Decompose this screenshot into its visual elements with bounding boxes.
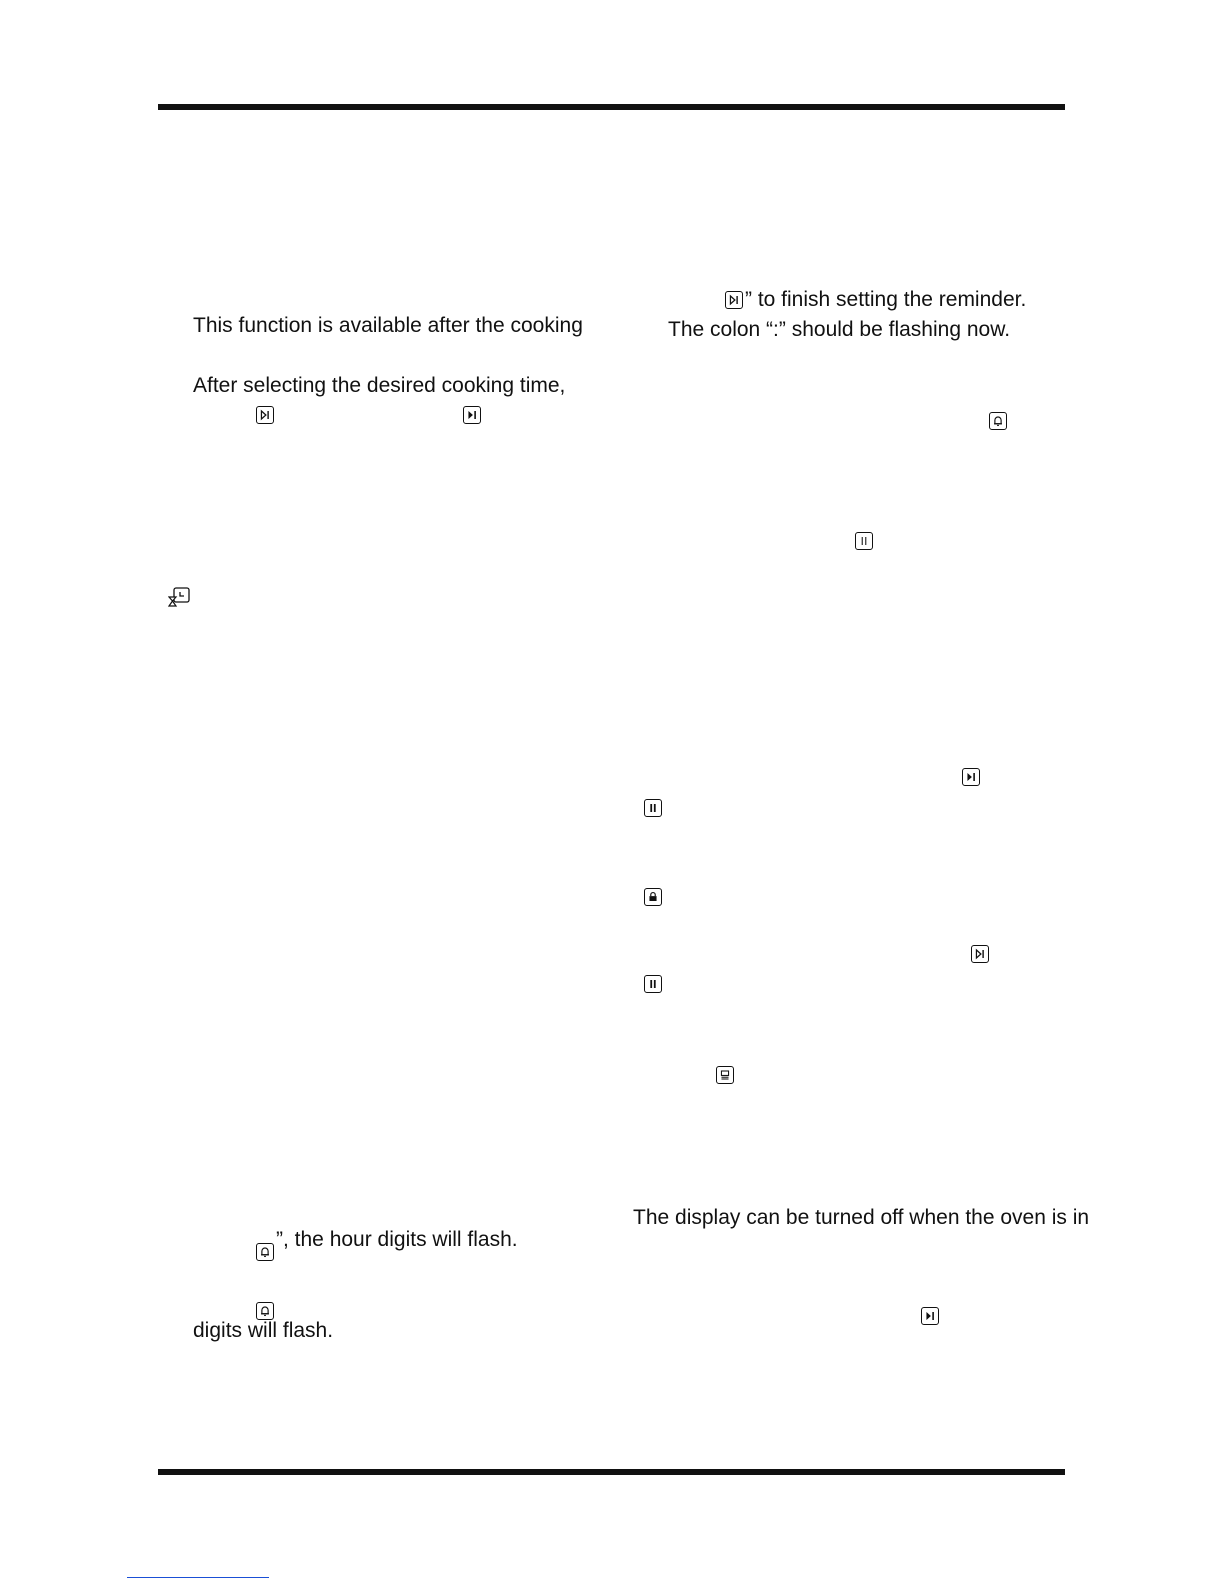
display-off-text: The display can be turned off when the oven is in (633, 1206, 1090, 1229)
timer-icon (168, 587, 192, 607)
lock-icon (644, 888, 662, 906)
header-rule (158, 104, 1065, 110)
pause-icon (644, 799, 662, 817)
bell-icon (989, 412, 1007, 430)
skip-next-icon (921, 1307, 939, 1325)
skip-next-icon (256, 406, 274, 424)
cooking-time-text: After selecting the desired cooking time, (193, 374, 566, 397)
finish-reminder-text: ” to finish setting the reminder. (745, 288, 1027, 311)
skip-next-icon (725, 291, 743, 309)
skip-next-icon (971, 945, 989, 963)
hour-digits-text: ”, the hour digits will flash. (276, 1228, 518, 1251)
digits-flash-text: digits will flash. (193, 1319, 334, 1342)
skip-next-icon (463, 406, 481, 424)
skip-next-icon (962, 768, 980, 786)
display-icon (716, 1066, 734, 1084)
footer-link-underline[interactable] (127, 1577, 269, 1578)
pause-icon (855, 532, 873, 550)
footer-rule (158, 1469, 1065, 1475)
pause-icon (644, 975, 662, 993)
bell-icon (256, 1243, 274, 1261)
colon-flashing-text: The colon “:” should be flashing now. (668, 318, 1011, 341)
availability-text: This function is available after the cooking (193, 314, 583, 337)
